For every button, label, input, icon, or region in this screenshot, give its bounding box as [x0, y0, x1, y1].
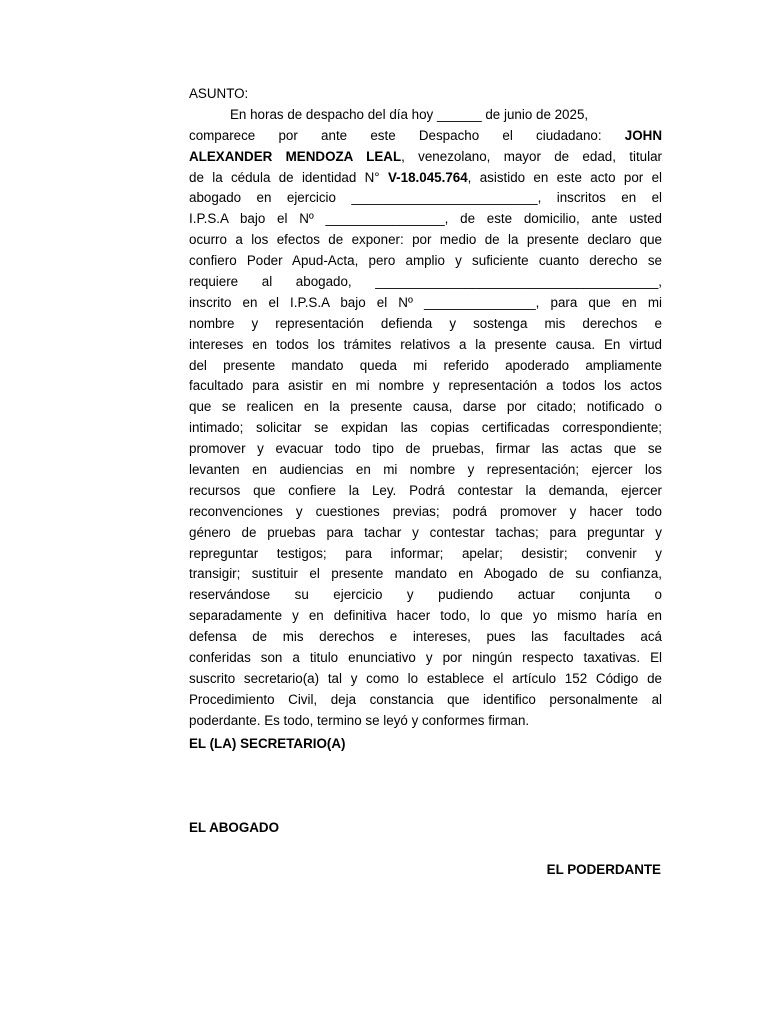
text-run: recursos que confiere la Ley. Podrá contestar la demanda, ejercer — [189, 482, 662, 498]
signature-abogado: EL ABOGADO — [189, 820, 280, 835]
text-run: de la cédula de identidad N° — [189, 169, 388, 185]
text-run: separadamente y en definitiva hacer todo, lo que yo mismo haría en — [189, 608, 662, 624]
signature-secretario: EL (LA) SECRETARIO(A) — [189, 736, 346, 751]
text-run: inscrito en el I.P.S.A bajo el Nº _______________, para que en mi — [189, 294, 662, 310]
text-run: del presente mandato queda mi referido apoderado ampliamente — [189, 357, 662, 373]
body-line — [189, 711, 662, 732]
text-run: defensa de mis derechos e intereses, pues las facultades acá — [189, 629, 662, 645]
text-run: confiero Poder Apud-Acta, pero amplio y suficiente cuanto derecho se — [189, 253, 662, 269]
body-line — [189, 439, 662, 460]
text-run: Procedimiento Civil, deja constancia que identifico personalmente al — [189, 691, 662, 707]
text-run: facultado para asistir en mi nombre y representación a todos los actos — [189, 378, 662, 394]
text-run: reconvenciones y cuestiones previas; podrá promover y hacer todo — [189, 503, 662, 519]
body-line — [189, 648, 662, 669]
body-paragraph — [189, 105, 662, 732]
body-line — [189, 669, 662, 690]
body-line — [189, 147, 662, 168]
text-run: promover y evacuar todo tipo de pruebas, firmar las actas que se — [189, 441, 662, 457]
body-line — [189, 585, 662, 606]
body-line — [189, 230, 662, 251]
text-run: intereses en todos los trámites relativos a la presente causa. En virtud — [189, 336, 662, 352]
body-line — [189, 168, 662, 189]
text-run: levanten en audiencias en mi nombre y representación; ejercer los — [189, 462, 662, 478]
body-line — [189, 544, 662, 565]
body-line — [189, 314, 662, 335]
body-line — [189, 209, 662, 230]
text-run: conferidas son a titulo enunciativo y por ningún respecto taxativas. El — [189, 650, 662, 666]
body-line — [189, 606, 662, 627]
text-run: En horas de despacho del día hoy ______ de junio de 2025, — [230, 106, 589, 122]
bold-text-run: JOHN — [624, 127, 662, 143]
text-run: género de pruebas para tachar y contestar tachas; para preguntar y — [189, 524, 662, 540]
text-run: que se realicen en la presente causa, darse por citado; notificado o — [189, 399, 662, 415]
text-run: poderdante. Es todo, termino se leyó y conformes firman. — [189, 712, 530, 728]
text-run: transigir; sustituir el presente mandato en Abogado de su confianza, — [189, 566, 662, 582]
body-line — [189, 126, 662, 147]
bold-text-run: ALEXANDER MENDOZA LEAL — [189, 148, 402, 164]
text-run: suscrito secretario(a) tal y como lo establece el artículo 152 Código de — [189, 670, 662, 686]
body-line — [189, 418, 662, 439]
body-line — [189, 523, 662, 544]
body-line — [189, 293, 662, 314]
body-line — [189, 335, 662, 356]
text-run: repreguntar testigos; para informar; apelar; desistir; convenir y — [189, 545, 662, 561]
text-run: abogado en ejercicio _________________________, inscritos en el — [189, 190, 662, 206]
body-line — [189, 627, 662, 648]
text-run: reservándose su ejercicio y pudiendo actuar conjunta o — [189, 587, 662, 603]
text-run: , asistido en este acto por el — [467, 169, 662, 185]
text-run: requiere al abogado, ______________________________________, — [189, 274, 662, 290]
body-line — [189, 272, 662, 293]
document-body — [189, 84, 662, 732]
body-line — [189, 188, 662, 209]
body-line — [189, 397, 662, 418]
body-line — [189, 251, 662, 272]
text-run: , venezolano, mayor de edad, titular — [401, 148, 663, 164]
bold-text-run: V-18.045.764 — [387, 169, 468, 185]
body-line — [189, 356, 662, 377]
text-run: nombre y representación defienda y sostenga mis derechos e — [189, 315, 662, 331]
body-line — [189, 105, 662, 126]
body-line — [189, 690, 662, 711]
body-line — [189, 376, 662, 397]
body-line — [189, 460, 662, 481]
signature-poderdante: EL PODERDANTE — [546, 862, 661, 877]
text-run: ocurro a los efectos de exponer: por medio de la presente declaro que — [189, 232, 662, 248]
subject-label: ASUNTO: — [189, 86, 249, 101]
body-line — [189, 502, 662, 523]
text-run: comparece por ante este Despacho el ciudadano: — [189, 127, 625, 143]
text-run: intimado; solicitar se expidan las copias certificadas correspondiente; — [189, 420, 662, 436]
body-line — [189, 481, 662, 502]
body-line — [189, 564, 662, 585]
text-run: I.P.S.A bajo el Nº ________________, de este domicilio, ante usted — [189, 211, 662, 227]
